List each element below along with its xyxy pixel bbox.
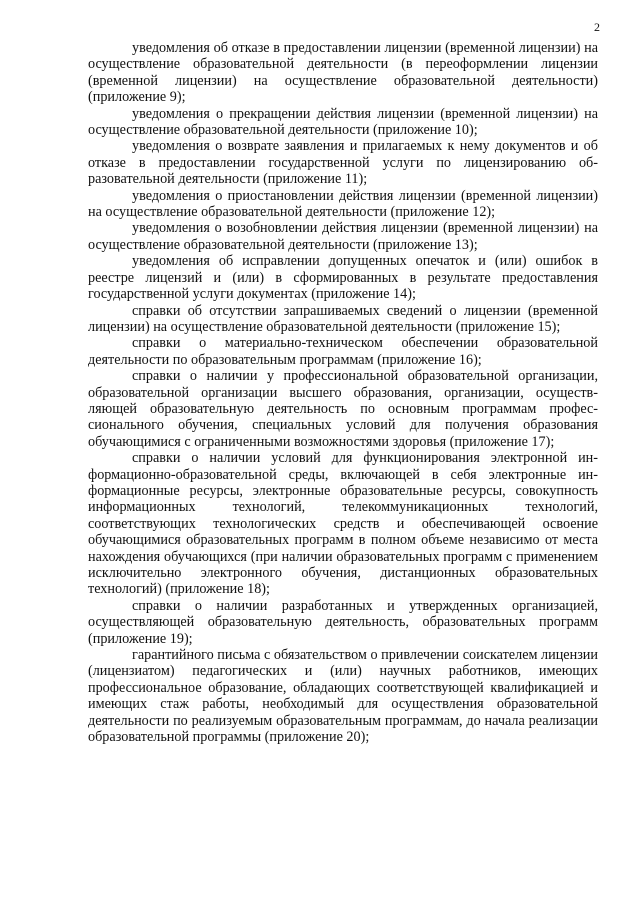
list-item-notice-suspension: уведомления о приостановлении действия лицензии (временной лицензии) на осуществление образовательной деятельности (приложение 12); [88,187,598,221]
list-item-certificate-material: справки о материально-техническом обеспечении образовательной деятельности по образовательным программам (приложение 16); [88,335,598,368]
list-item-certificate-programs: справки о наличии разработанных и утвержденных организацией, осуществляющей образовательную деятельность, образовательных программ (приложение 19); [88,597,598,647]
document-body [88,40,598,745]
list-item-notice-refusal: уведомления об отказе в предоставлении лицензии (временной лицензии) на осуществление образовательной деятельности (в переоформлении лицензии (временной лицензии) на осуществление образовательной деятельности) (приложение 9); [88,40,598,106]
list-item-certificate-e-learning: справки о наличии условий для функционирования электронной информационно-образовательной среды, включающей в себя электронные информационные ресурсы, электронные образовательные ресурсы, совокупность информационных технологий, телекоммуникационных технологий, соответствующих технологических средств и обеспечивающей освоение обучающимися образовательных программ в полном объеме независимо от места нахождения обучающихся (при наличии образовательных программ с применением исключительно электронного обучения, дистанционных образовательных технологий) (приложение 18); [88,450,598,598]
page-number: 2 [594,20,600,34]
list-item-notice-termination: уведомления о прекращении действия лицензии (временной лицензии) на осуществление образовательной деятельности (приложение 10); [88,105,598,139]
list-item-notice-return: уведомления о возврате заявления и прилагаемых к нему документов и об отказе в предоставлении государственной услуги по лицензированию образовательной деятельности (приложение 11); [88,138,598,188]
list-item-certificate-special-conditions: справки о наличии у профессиональной образовательной организации, образовательной организации высшего образования, организации, осуществляющей образовательную деятельность по основным программам профессионального обучения, специальных условий для получения образования обучающимися с ограниченными возможностями здоровья (приложение 17); [88,368,598,450]
list-item-notice-corrections: уведомления об исправлении допущенных опечаток и (или) ошибок в реестре лицензий и (или) в сформированных в результате предоставления государственной услуги документах (приложение 14); [88,253,598,303]
list-item-certificate-absence: справки об отсутствии запрашиваемых сведений о лицензии (временной лицензии) на осуществление образовательной деятельности (приложение 15); [88,302,598,335]
list-item-notice-resumption: уведомления о возобновлении действия лицензии (временной лицензии) на осуществление образовательной деятельности (приложение 13); [88,220,598,253]
list-item-guarantee-letter: гарантийного письма с обязательством о привлечении соискателем лицензии (лицензиатом) педагогических и (или) научных работников, имеющих профессиональное образование, обладающих соответствующей квалификацией и имеющих стаж работы, необходимый для осуществления образовательной деятельности по реализуемым образовательным программам, до начала реализации образовательной программы (приложение 20); [88,647,598,746]
